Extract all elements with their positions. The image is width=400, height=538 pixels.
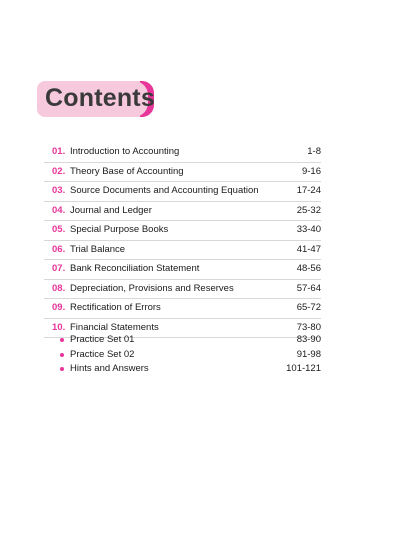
page-title: Contents [45, 84, 155, 112]
chapter-title: Depreciation, Provisions and Reserves [70, 282, 234, 294]
appendix-title: Hints and Answers [70, 363, 149, 374]
chapter-number: 05. [52, 224, 66, 235]
chapter-pages: 65-72 [296, 302, 321, 313]
appendix-title: Practice Set 01 [70, 334, 135, 345]
toc-row[interactable] [44, 221, 321, 241]
chapter-title: Introduction to Accounting [70, 146, 180, 157]
toc-row[interactable] [44, 280, 321, 300]
toc-row[interactable] [44, 202, 321, 222]
appendix-item[interactable] [44, 333, 321, 348]
chapter-title: Trial Balance [70, 243, 126, 255]
chapter-pages: 17-24 [296, 185, 321, 196]
toc-row[interactable] [44, 260, 321, 280]
chapter-number: 07. [52, 263, 66, 274]
bullet-icon [60, 367, 64, 371]
toc-row[interactable] [44, 143, 321, 163]
chapter-number: 06. [52, 243, 66, 255]
chapter-number: 08. [52, 282, 66, 294]
chapter-pages: 48-56 [296, 263, 321, 274]
toc-row[interactable] [44, 163, 321, 183]
chapter-pages: 41-47 [296, 243, 321, 255]
appendix-list [44, 333, 321, 377]
appendix-pages: 83-90 [296, 334, 321, 345]
appendix-item[interactable] [44, 348, 321, 363]
chapter-pages: 9-16 [301, 165, 321, 177]
chapter-pages: 1-8 [307, 146, 321, 157]
bullet-icon [60, 353, 64, 357]
chapter-number: 04. [52, 204, 66, 216]
chapter-title: Special Purpose Books [70, 224, 169, 235]
chapter-title: Bank Reconciliation Statement [70, 263, 200, 274]
chapter-title: Theory Base of Accounting [70, 165, 184, 177]
table-of-contents [44, 143, 321, 338]
chapter-title: Source Documents and Accounting Equation [70, 185, 259, 196]
appendix-pages: 101-121 [286, 363, 321, 374]
toc-row[interactable] [44, 182, 321, 202]
chapter-number: 10. [52, 321, 66, 333]
toc-row[interactable] [44, 299, 321, 319]
chapter-number: 02. [52, 165, 66, 177]
bullet-icon [60, 338, 64, 342]
chapter-title: Financial Statements [70, 321, 159, 333]
appendix-item[interactable] [44, 362, 321, 377]
toc-row[interactable] [44, 241, 321, 261]
chapter-title: Rectification of Errors [70, 302, 161, 313]
chapter-pages: 57-64 [296, 282, 321, 294]
appendix-title: Practice Set 02 [70, 348, 135, 360]
appendix-pages: 91-98 [296, 348, 321, 360]
chapter-number: 03. [52, 185, 66, 196]
chapter-number: 09. [52, 302, 66, 313]
chapter-pages: 25-32 [296, 204, 321, 216]
chapter-number: 01. [52, 146, 66, 157]
chapter-pages: 33-40 [296, 224, 321, 235]
chapter-title: Journal and Ledger [70, 204, 152, 216]
chapter-pages: 73-80 [296, 321, 321, 333]
